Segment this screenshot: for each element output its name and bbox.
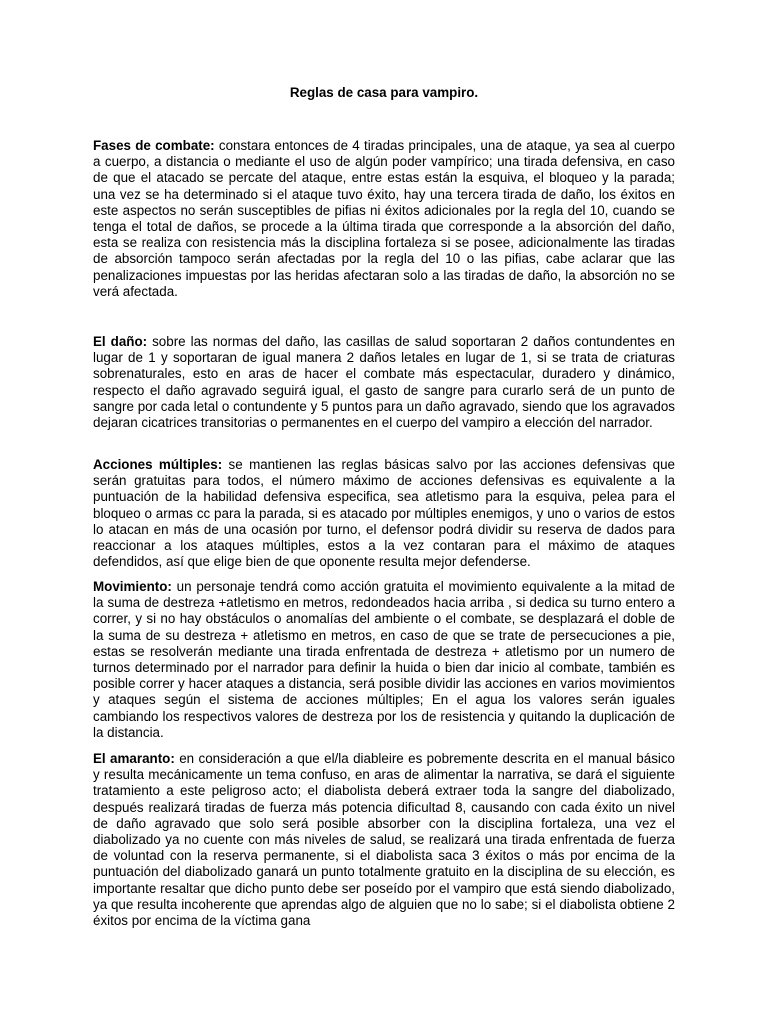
paragraph-acciones-multiples [93, 457, 675, 570]
section-heading: Fases de combate: [93, 138, 215, 153]
section-heading: El amaranto: [93, 751, 175, 766]
paragraph-el-amaranto [93, 751, 675, 929]
section-heading: Movimiento: [93, 579, 172, 594]
section-text: un personaje tendrá como acción gratuita el movimiento equivalente a la mitad de la suma de destreza +atletismo en metros, redondeados hacia arriba , si dedica su turno entero a correr, y si no hay obstáculos o anomalías del ambiente o el combate, se desplazará el doble de la suma de su destreza + atletismo en metros, en caso de que se trate de persecuciones a pie, estas se resolverán mediante una tirada enfrentada de destreza + atletismo por un numero de turnos determinado por el narrador para definir la huida o bien dar inicio al combate, también es posible correr y hacer ataques a distancia, será posible dividir las acciones en varios movimientos y ataques según el sistema de acciones múltiples; En el agua los valores serán iguales cambiando los respectivos valores de destreza por los de resistencia y quitando la duplicación de la distancia. [93, 579, 675, 740]
paragraph-el-dano [93, 334, 675, 431]
section-text: sobre las normas del daño, las casillas de salud soportaran 2 daños contundentes en lugar de 1 y soportaran de igual manera 2 daños letales en lugar de 1, si se trata de criaturas sobrenaturales, esto en aras de hacer el combate más espectacular, duradero y dinámico, respecto el daño agravado seguirá igual, el gasto de sangre para curarlo será de un punto de sangre por cada letal o contundente y 5 puntos para un daño agravado, siendo que los agravados dejaran cicatrices transitorias o permanentes en el cuerpo del vampiro a elección del narrador. [93, 334, 675, 431]
document-title: Reglas de casa para vampiro. [289, 85, 479, 100]
paragraph-fases-de-combate [93, 138, 675, 300]
section-heading: Acciones múltiples: [93, 457, 223, 472]
section-text: en consideración a que el/la diableire es pobremente descrita en el manual básico y resulta mecánicamente un tema confuso, en aras de alimentar la narrativa, se dará el siguiente tratamiento a este peligroso acto; el diabolista deberá extraer toda la sangre del diabolizado, después realizará tiradas de fuerza más potencia dificultad 8, causando con cada éxito un nivel de daño agravado que solo será posible absorber con la disciplina fortaleza, una vez el diabolizado ya no cuente con más niveles de salud, se realizará una tirada enfrentada de fuerza de voluntad con la reserva permanente, si el diabolista saca 3 éxitos o más por encima de la puntuación del diabolizado ganará un punto totalmente gratuito en la disciplina de su elección, es importante resaltar que dicho punto debe ser poseído por el vampiro que está siendo diabolizado, ya que resulta incoherente que aprendas algo de alguien que no lo sabe; si el diabolista obtiene 2 éxitos por encima de la víctima gana [93, 751, 676, 929]
section-heading: El daño: [93, 334, 148, 349]
section-text: se mantienen las reglas básicas salvo por las acciones defensivas que serán gratuitas para todos, el número máximo de acciones defensivas es equivalente a la puntuación de la habilidad defensiva especifica, sea atletismo para la esquiva, pelea para el bloqueo o armas cc para la parada, si es atacado por múltiples enemigos, y uno o varios de estos lo atacan en más de una ocasión por turno, el defensor podrá dividir su reserva de dados para reaccionar a los ataques múltiples, estos a la vez contaran para el máximo de ataques defendidos, así que elige bien de que oponente resulta mejor defenderse. [93, 457, 676, 570]
paragraph-movimiento [93, 579, 675, 741]
section-text: constara entonces de 4 tiradas principales, una de ataque, ya sea al cuerpo a cuerpo, a distancia o mediante el uso de algún poder vampírico; una tirada defensiva, en caso de que el atacado se percate del ataque, entre estas están la esquiva, el bloqueo y la parada; una vez se ha determinado si el ataque tuvo éxito, hay una tercera tirada de daño, los éxitos en este aspectos no serán susceptibles de pifias ni éxitos adicionales por la regla del 10, cuando se tenga el total de daños, se procede a la última tirada que corresponde a la absorción del daño, esta se realiza con resistencia más la disciplina fortaleza si se posee, adicionalmente las tiradas de absorción tampoco serán afectadas por la regla del 10 o las pifias, cabe aclarar que las penalizaciones impuestas por las heridas afectaran solo a las tiradas de daño, la absorción no se verá afectada. [93, 138, 675, 299]
